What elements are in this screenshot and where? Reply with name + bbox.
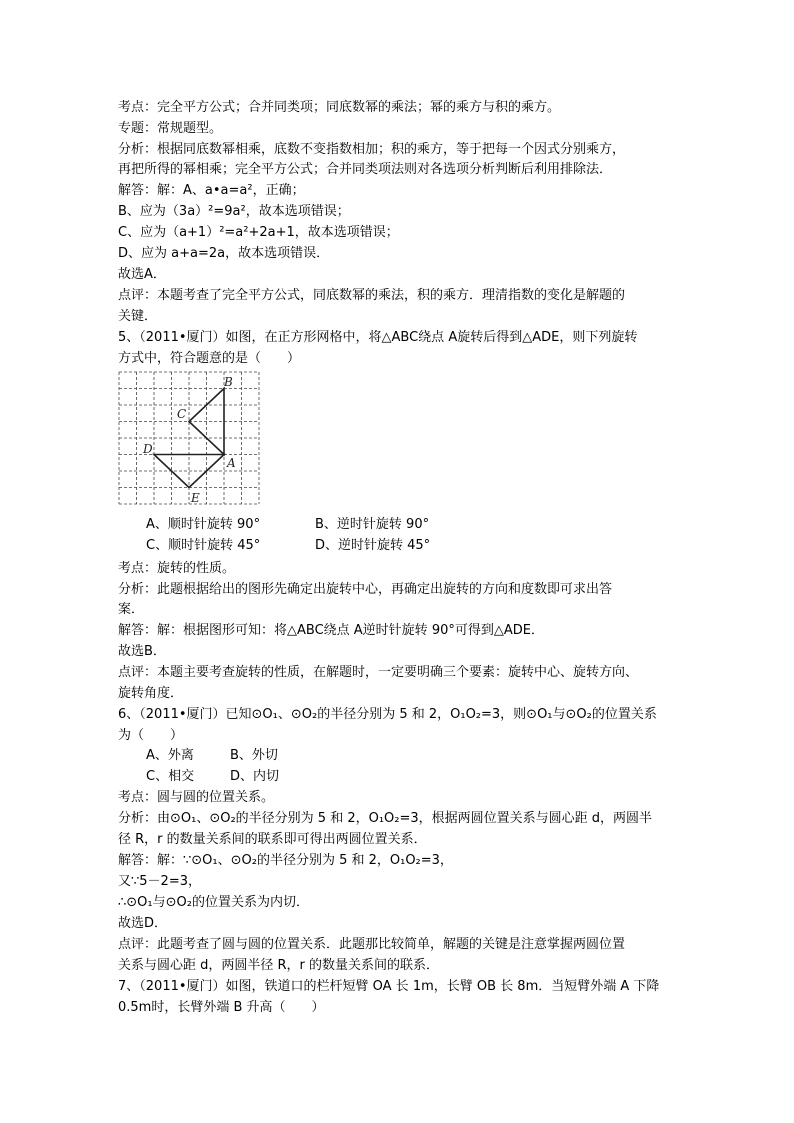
label-b: B xyxy=(224,375,233,389)
q6-option-a: A、外离 xyxy=(146,748,194,763)
text-line: 分析：由⊙O₁、⊙O₂的半径分别为 5 和 2，O₁O₂=3，根据两圆位置关系与圆心距 d，两圆半 xyxy=(118,811,653,826)
q6-option-c: C、相交 xyxy=(146,769,195,784)
label-d: D xyxy=(143,442,153,456)
text-line: 考点：圆与圆的位置关系。 xyxy=(118,790,275,805)
text-line: 分析：此题根据给出的图形先确定出旋转中心，再确定出旋转的方向和度数即可求出答 xyxy=(118,582,613,597)
text-line: B、应为（3a）²=9a²，故本选项错误； xyxy=(118,204,350,219)
label-a: A xyxy=(227,456,236,470)
text-line: 关键． xyxy=(118,309,158,324)
text-line: 径 R，r 的数量关系间的联系即可得出两圆位置关系． xyxy=(118,832,427,847)
text-line: 分析：根据同底数幂相乘，底数不变指数相加；积的乘方，等于把每一个因式分别乘方， xyxy=(118,142,626,157)
text-line: 点评：本题主要考查旋转的性质，在解题时，一定要明确三个要素：旋转中心、旋转方向、 xyxy=(118,665,639,680)
grid-lines xyxy=(119,372,259,504)
text-line: D、应为 a+a=2a，故本选项错误． xyxy=(118,246,330,261)
question-7-stem: 0.5m时，长臂外端 B 升高（ ） xyxy=(118,1000,325,1015)
question-7-stem: 7、（2011•厦门）如图，铁道口的栏杆短臂 OA 长 1m，长臂 OB 长 8m．当短臂外端 A 下降 xyxy=(118,979,660,994)
text-line: C、应为（a+1）²=a²+2a+1，故本选项错误； xyxy=(118,225,399,240)
question-5-stem: 5、（2011•厦门）如图，在正方形网格中，将△ABC绕点 A旋转后得到△ADE，则下列旋转 xyxy=(118,330,638,345)
q5-option-a: A、顺时针旋转 90° xyxy=(146,517,261,532)
text-line: 考点：完全平方公式；合并同类项；同底数幂的乘法；幂的乘方与积的乘方。 xyxy=(118,100,561,115)
text-line: 专题：常规题型。 xyxy=(118,121,223,136)
q5-option-c: C、顺时针旋转 45° xyxy=(146,538,261,553)
text-line: ∴⊙O₁与⊙O₂的位置关系为内切． xyxy=(118,895,309,910)
text-line: 关系与圆心距 d，两圆半径 R，r 的数量关系间的联系． xyxy=(118,958,440,973)
question-5-stem: 方式中，符合题意的是（ ） xyxy=(118,351,301,366)
text-line: 故选B． xyxy=(118,644,166,659)
q5-option-d: D、逆时针旋转 45° xyxy=(315,538,431,553)
text-line: 又∵5－2=3， xyxy=(118,874,201,889)
q6-option-b: B、外切 xyxy=(230,748,278,763)
text-line: 旋转角度． xyxy=(118,686,184,701)
rotation-grid-figure xyxy=(118,371,260,505)
text-line: 案． xyxy=(118,602,145,617)
text-line: 解答：解：根据图形可知：将△ABC绕点 A逆时针旋转 90°可得到△ADE． xyxy=(118,623,544,638)
label-e: E xyxy=(191,491,200,505)
text-line: 点评：此题考查了圆与圆的位置关系．此题那比较简单，解题的关键是注意掌握两圆位置 xyxy=(118,937,626,952)
text-line: 再把所得的幂相乘；完全平方公式；合并同类项法则对各选项分析判断后利用排除法． xyxy=(118,162,613,177)
question-6-stem: 6、（2011•厦门）已知⊙O₁、⊙O₂的半径分别为 5 和 2，O₁O₂=3，则⊙O₁与⊙O₂的位置关系 xyxy=(118,707,657,722)
text-line: 解答：解：∵⊙O₁、⊙O₂的半径分别为 5 和 2，O₁O₂=3， xyxy=(118,853,453,868)
q5-option-b: B、逆时针旋转 90° xyxy=(315,517,430,532)
text-line: 点评：本题考查了完全平方公式，同底数幂的乘法，积的乘方．理清指数的变化是解题的 xyxy=(118,288,626,303)
text-line: 故选A． xyxy=(118,267,166,282)
q6-option-d: D、内切 xyxy=(230,769,280,784)
label-c: C xyxy=(177,407,187,421)
text-line: 故选D． xyxy=(118,916,168,931)
text-line: 解答：解：A、a•a=a²，正确； xyxy=(118,183,305,198)
question-6-stem: 为（ ） xyxy=(118,728,184,743)
text-line: 考点：旋转的性质。 xyxy=(118,561,236,576)
